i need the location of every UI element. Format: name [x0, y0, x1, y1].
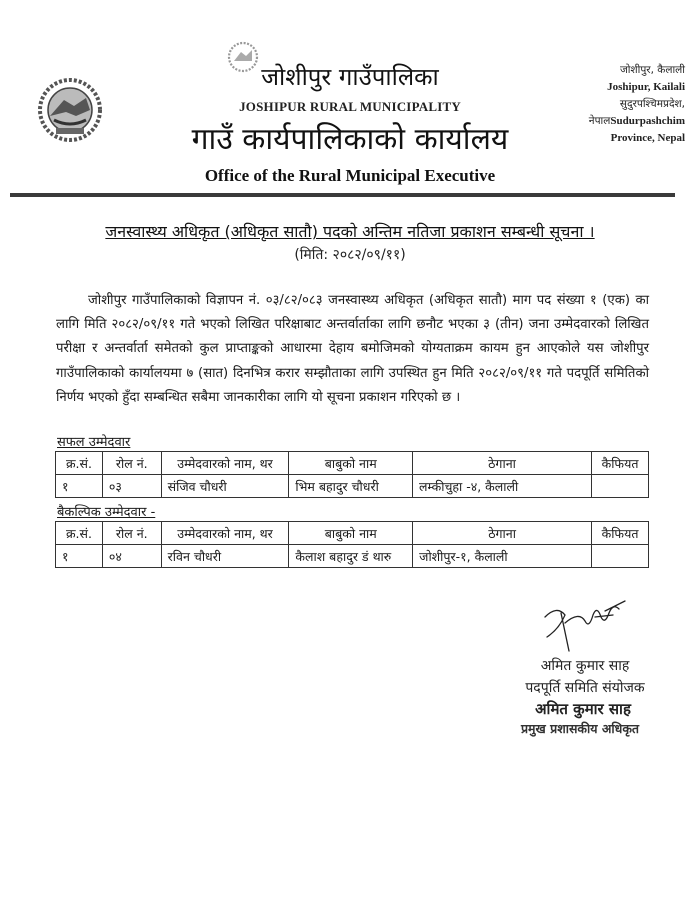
- address-line-3: सुदुरपश्चिमप्रदेश,: [619, 98, 685, 110]
- col-candidate-name: उम्मेदवारको नाम, थर: [161, 522, 289, 545]
- municipality-name-english: JOSHIPUR RURAL MUNICIPALITY: [239, 99, 461, 114]
- cell-father-name: कैलाश बहादुर डं थारु: [289, 545, 413, 568]
- col-father-name: बाबुको नाम: [289, 522, 413, 545]
- cell-serial: १: [56, 475, 103, 498]
- address-line-5: Province, Nepal: [610, 132, 685, 144]
- cell-remarks: [592, 545, 649, 568]
- col-address: ठेगाना: [413, 452, 592, 475]
- cell-candidate-name: रविन चौधरी: [161, 545, 289, 568]
- table-row: [56, 545, 649, 568]
- cell-roll: ०३: [102, 475, 161, 498]
- table-header-row: [56, 452, 649, 475]
- notice-title: जनस्वास्थ्य अधिकृत (अधिकृत सातौ) पदको अन्तिम नतिजा प्रकाशन सम्बन्धी सूचना ।: [105, 222, 595, 241]
- table-row: [56, 475, 649, 498]
- notice-date: (मिति: २०८२/०९/११): [294, 247, 406, 263]
- nepal-emblem-icon: [36, 76, 104, 144]
- col-candidate-name: उम्मेदवारको नाम, थर: [161, 452, 289, 475]
- col-serial: क्र.सं.: [56, 452, 103, 475]
- cell-address: लम्कीचुहा -४, कैलाली: [413, 475, 592, 498]
- address-line-1: जोशीपुर, कैलाली: [619, 64, 685, 76]
- col-serial: क्र.सं.: [56, 522, 103, 545]
- stamp-officer-role: प्रमुख प्रशासकीय अधिकृत: [520, 721, 640, 736]
- cell-serial: १: [56, 545, 103, 568]
- stamp-officer-name: अमित कुमार साह: [535, 700, 631, 718]
- successful-candidates-label: सफल उम्मेदवार: [57, 435, 131, 450]
- signatory-name: अमित कुमार साह: [540, 658, 630, 674]
- office-address: [545, 62, 685, 147]
- col-roll: रोल नं.: [102, 452, 161, 475]
- cell-roll: ०४: [102, 545, 161, 568]
- address-line-4-en: Sudurpashchim: [610, 115, 685, 127]
- col-remarks: कैफियत: [592, 452, 649, 475]
- col-address: ठेगाना: [413, 522, 592, 545]
- header-divider: [10, 193, 675, 197]
- address-line-2: Joshipur, Kailali: [607, 81, 685, 93]
- col-father-name: बाबुको नाम: [289, 452, 413, 475]
- address-line-4-ne: नेपाल: [588, 115, 611, 127]
- table-header-row: [56, 522, 649, 545]
- cell-remarks: [592, 475, 649, 498]
- municipality-name-nepali: जोशीपुर गाउँपालिका: [261, 63, 439, 91]
- cell-father-name: भिम बहादुर चौधरी: [289, 475, 413, 498]
- office-name-english: Office of the Rural Municipal Executive: [204, 166, 496, 185]
- col-remarks: कैफियत: [592, 522, 649, 545]
- notice-body: जोशीपुर गाउँपालिकाको विज्ञापन नं. ०३/८२/०८३ जनस्वास्थ्य अधिकृत (अधिकृत सातौ) माग पद संख्या १ (एक) का लागि मिति २०८२/०९/११ गते भएको लिखित परिक्षाबाट अन्तर्वार्ताका लागि छनौट भएका ३ (तीन) जना उम्मेदवारको लिखित परीक्षा र अन्तर्वार्ता समेतको कुल प्राप्ताङ्कको आधारमा देहाय बमोजिमको योग्यताक्रम कायम हुन आएकोले यस जोशीपुर गाउँपालिकाको कार्यालयमा ७ (सात) दिनभित्र करार सम्झौताका लागि उपस्थित हुन मिति २०८२/०९/११ गते पदपूर्ति समितिको निर्णय भएको हुँदा सम्बन्धित सबैमा जानकारीका लागि यो सूचना प्रकाशन गरिएको छ ।: [56, 293, 649, 405]
- cell-address: जोशीपुर-१, कैलाली: [413, 545, 592, 568]
- alternate-candidates-label: बैकल्पिक उम्मेदवार -: [57, 505, 156, 520]
- cell-candidate-name: संजिव चौधरी: [161, 475, 289, 498]
- office-name-nepali: गाउँ कार्यपालिकाको कार्यालय: [191, 122, 509, 157]
- signatory-role: पदपूर्ति समिति संयोजक: [525, 680, 645, 696]
- handwritten-signature: [535, 595, 635, 653]
- alternate-candidates-table: [55, 521, 649, 568]
- successful-candidates-table: [55, 451, 649, 498]
- col-roll: रोल नं.: [102, 522, 161, 545]
- municipality-stamp-icon: [226, 40, 260, 74]
